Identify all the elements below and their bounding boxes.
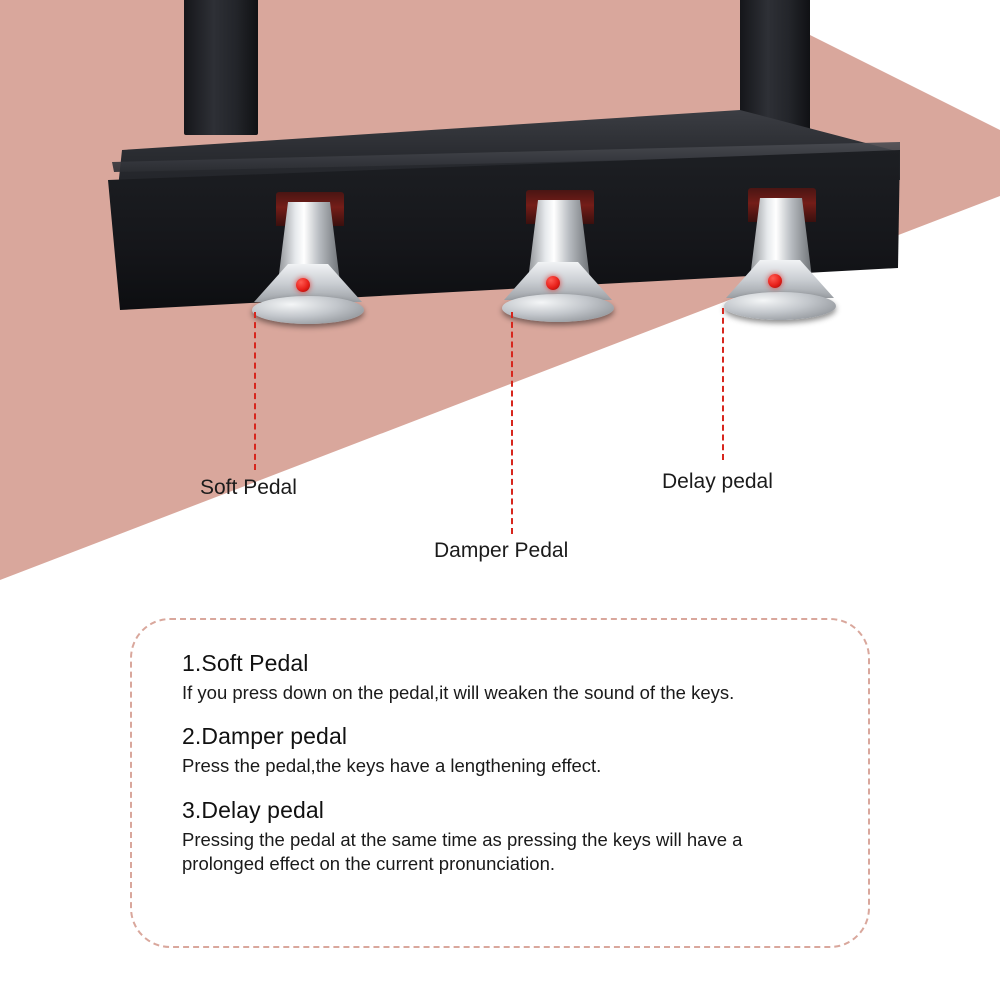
entry-title: 1.Soft Pedal — [182, 650, 309, 676]
callout-label-delay-pedal: Delay pedal — [662, 470, 773, 493]
support-leg-left — [184, 0, 258, 135]
entry-title: 2.Damper pedal — [182, 723, 348, 750]
entry-text: Pressing the pedal at the same time as pressing the keys will have a prolonged effect on the current pronunciation. — [182, 828, 743, 875]
callout-label-damper-pedal: Damper Pedal — [434, 539, 569, 562]
pedal-base — [502, 294, 614, 322]
entry-text: If you press down on the pedal,it will weaken the sound of the keys. — [182, 682, 735, 703]
pedal-led-icon — [546, 276, 560, 290]
leader-line-soft-pedal — [254, 312, 256, 470]
pedal-base — [252, 296, 364, 324]
pedal-led-icon — [768, 274, 782, 288]
leader-line-damper-pedal — [511, 312, 513, 534]
pedal-led-icon — [296, 278, 310, 292]
pedal-unit — [100, 0, 900, 345]
pedal-base — [724, 292, 836, 320]
description-entry-delay-pedal — [182, 797, 824, 877]
callout-label-soft-pedal: Soft Pedal — [200, 476, 297, 499]
soft-pedal[interactable] — [248, 192, 368, 342]
delay-pedal[interactable] — [720, 188, 840, 338]
entry-title: 3.Delay pedal — [182, 796, 324, 823]
description-entry-damper-pedal — [182, 723, 824, 778]
entry-text: Press the pedal,the keys have a lengthening effect. — [182, 755, 602, 777]
description-entry-soft-pedal — [182, 650, 824, 705]
leader-line-delay-pedal — [722, 308, 724, 460]
damper-pedal[interactable] — [498, 190, 618, 340]
description-panel — [130, 618, 870, 948]
